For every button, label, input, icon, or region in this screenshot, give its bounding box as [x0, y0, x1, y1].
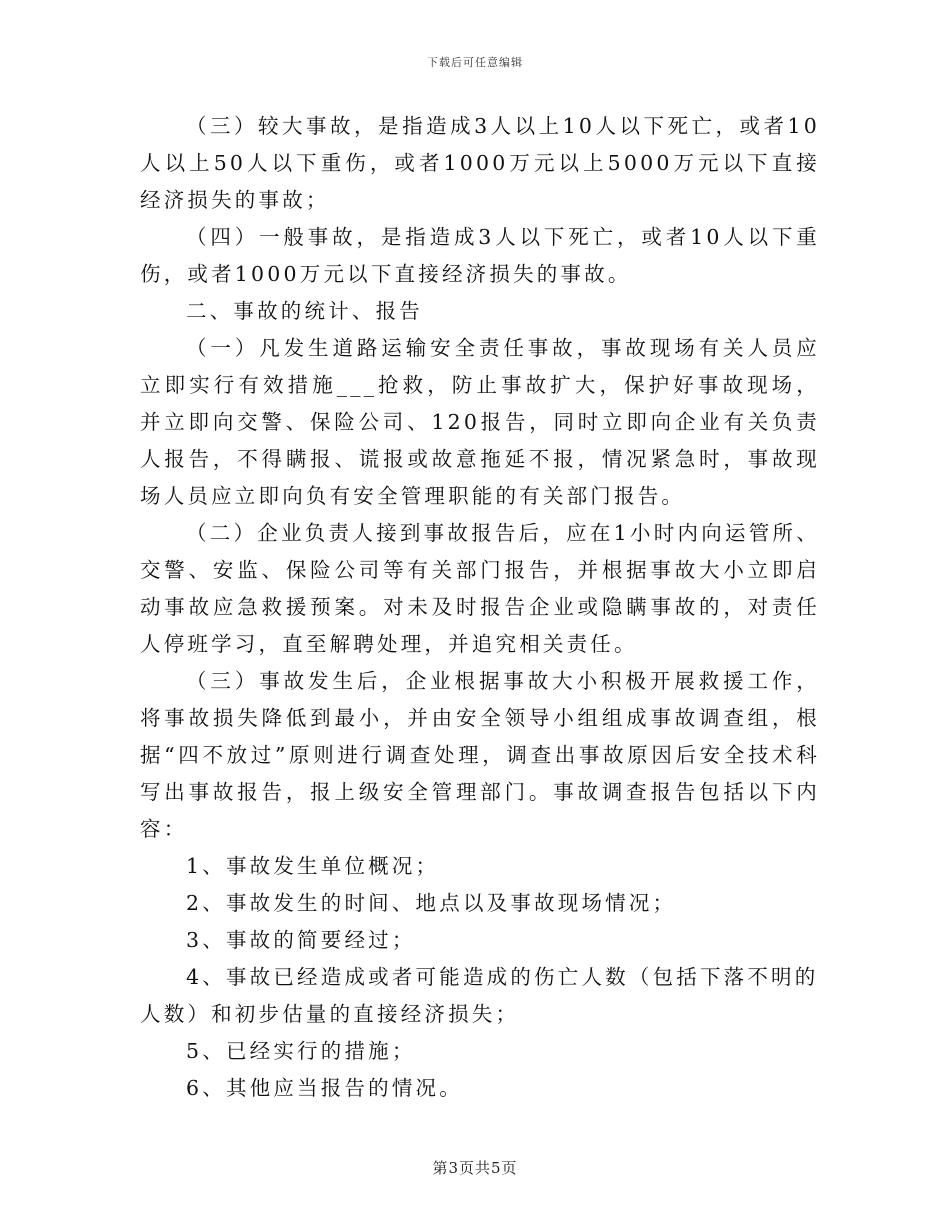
paragraph-general-accident: （四）一般事故，是指造成3人以下死亡，或者10人以下重伤，或者1000万元以下直接经济损失的事故。 — [140, 225, 820, 286]
list-item: 5、已经实行的措施； — [186, 1039, 416, 1063]
list-item: 2、事故发生的时间、地点以及事故现场情况； — [186, 891, 677, 915]
list-item: 4、事故已经造成或者可能造成的伤亡人数（包括下落不明的人数）和初步估量的直接经济损失； — [140, 965, 819, 1026]
page-header: 下载后可任意编辑 — [427, 56, 523, 69]
list-item: 1、事故发生单位概况； — [186, 854, 440, 878]
paragraph-report-step-1: （一）凡发生道路运输安全责任事故，事故现场有关人员应立即实行有效措施___抢救，防止事故扩大，保护好事故现场，并立即向交警、保险公司、120报告，同时立即向企业有关负责人报告，不得瞒报、谎报或故意拖延不报，情况紧急时，事故现场人员应立即向负有安全管理职能的有关部门报告。 — [140, 336, 820, 508]
paragraph-report-step-3: （三）事故发生后，企业根据事故大小积极开展救援工作，将事故损失降低到最小，并由安全领导小组组成事故调查组，根据“四不放过”原则进行调查处理，调查出事故原因后安全技术科写出事故报告，报上级安全管理部门。事故调查报告包括以下内容： — [140, 669, 820, 841]
paragraph-major-accident: （三）较大事故，是指造成3人以上10人以下死亡，或者10人以上50人以下重伤，或者1000万元以上5000万元以下直接经济损失的事故； — [140, 114, 820, 212]
document-body — [140, 108, 820, 1107]
list-item: 3、事故的简要经过； — [186, 928, 416, 952]
section-heading-statistics-report: 二、事故的统计、报告 — [186, 299, 423, 323]
page-footer: 第3页共5页 — [432, 1159, 518, 1177]
paragraph-report-step-2: （二）企业负责人接到事故报告后，应在1小时内向运管所、交警、安监、保险公司等有关部门报告，并根据事故大小立即启动事故应急救援预案。对未及时报告企业或隐瞒事故的，对责任人停班学习，直至解聘处理，并追究相关责任。 — [140, 521, 820, 656]
list-item: 6、其他应当报告的情况。 — [186, 1076, 463, 1100]
report-contents-list — [140, 848, 820, 1107]
